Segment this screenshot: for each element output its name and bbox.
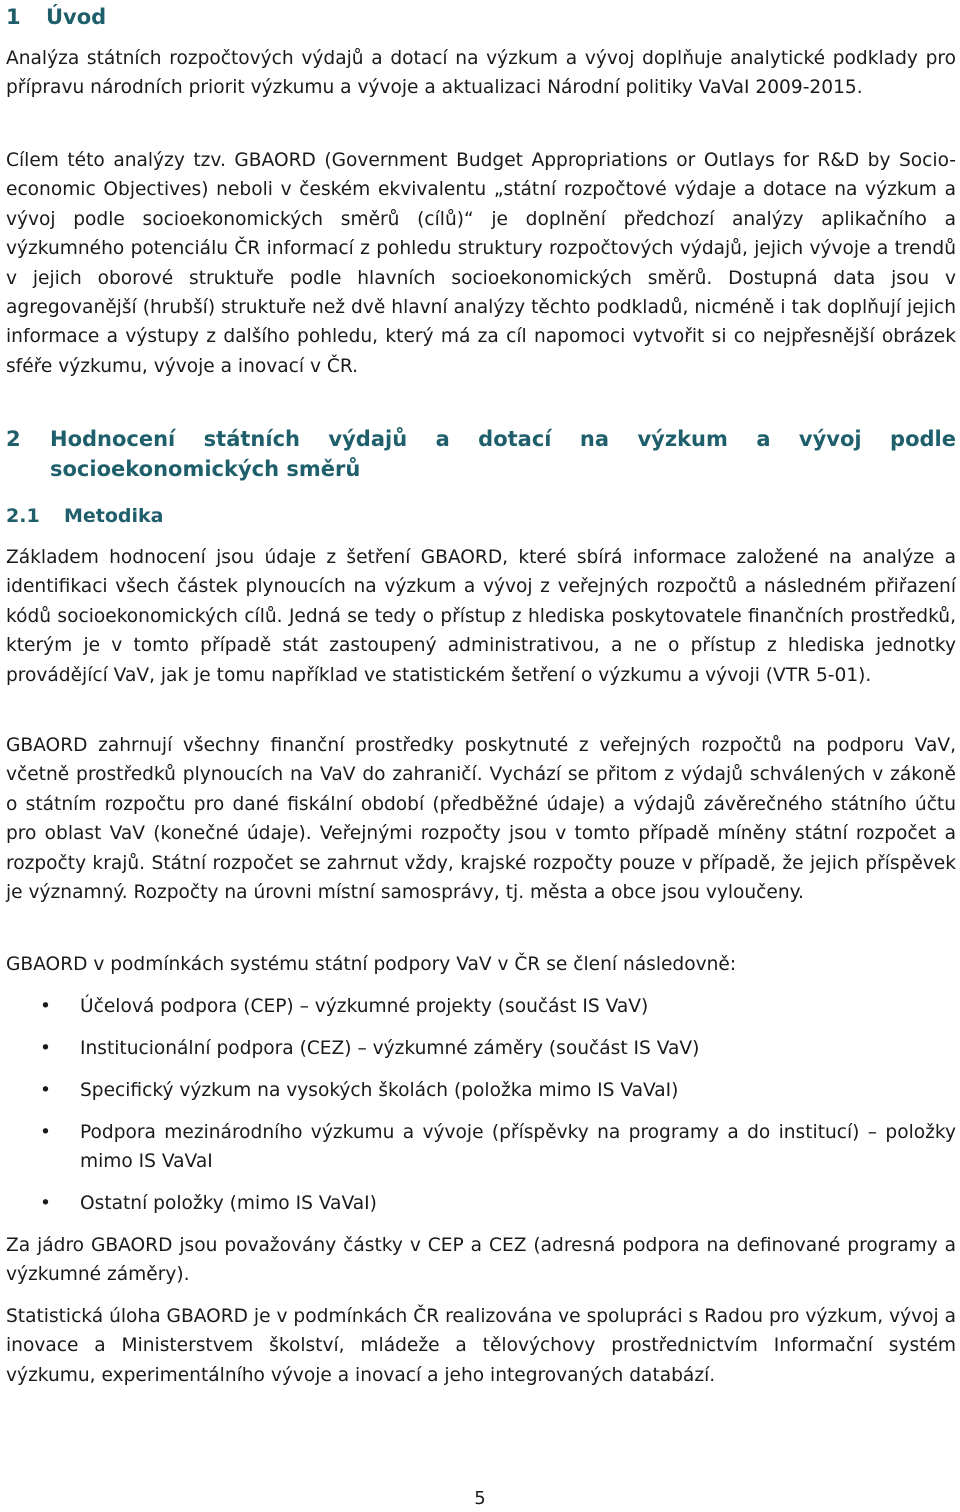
bullet-icon: • [40,1193,51,1214]
paragraph: Základem hodnocení jsou údaje z šetření GBAORD, které sbírá informace založené na analýze a identifikaci všech částek plynoucích na výzkum a vývoj z veřejných rozpočtů a následném přiřazení kódů socioekonomických cílů. Jedná se tedy o přístup z hlediska poskytovatele finančních prostředků, kterým je v tomto případě stát zastoupený administrativou, a ne o přístup z hlediska jednotky provádějící VaV, jak je tomu například ve statistickém šetření o výzkumu a vývoji (VTR 5-01). [6,547,956,686]
list-item-text: Institucionální podpora (CEZ) – výzkumné záměry (součást IS VaV) [80,1038,700,1059]
section-title-line-1: Hodnocení státních výdajů a dotací na výzkum a vývoj podle [50,427,956,451]
section-number: 2 [6,427,21,451]
paragraph: Cílem této analýzy tzv. GBAORD (Government Budget Appropriations or Outlays for R&D by Socio-economic Objectives) neboli v českém ekvivalentu „státní rozpočtové výdaje a dotace na výzkum a vývoj podle socioekonomických směrů (cílů)“ je doplnění předchozí analýzy aplikačního a výzkumného potenciálu ČR informací z pohledu struktury rozpočtových výdajů, jejich vývoje a trendů v jejich oborové struktuře podle hlavních socioekonomických směrů. Dostupná data jsou v agregovanější (hrubší) struktuře než dvě hlavní analýzy těchto podkladů, nicméně i tak doplňují jejich informace a výstupy z dalšího pohledu, který má za cíl napomoci vytvořit si co nejpřesnější obrázek sféře výzkumu, vývoje a inovací v ČR. [6,150,956,377]
list-item-text: Ostatní položky (mimo IS VaVaI) [80,1193,377,1214]
list-item [6,1076,956,1105]
list-item-text: Účelová podpora (CEP) – výzkumné projekty (součást IS VaV) [80,996,649,1017]
paragraph: Za jádro GBAORD jsou považovány částky v CEP a CEZ (adresná podpora na definované programy a výzkumné záměry). [6,1235,956,1286]
paragraph: Analýza státních rozpočtových výdajů a dotací na výzkum a vývoj doplňuje analytické podklady pro přípravu národních priorit výzkumu a vývoje a aktualizaci Národní politiky VaVaI 2009-2015. [6,48,956,99]
list-item-text: Specifický výzkum na vysokých školách (položka mimo IS VaVaI) [80,1080,679,1101]
section-number: 1 [6,5,21,29]
page-number: 5 [474,1488,486,1509]
paragraph: GBAORD v podmínkách systému státní podpory VaV v ČR se člení následovně: [6,954,737,975]
bullet-icon: • [40,1080,51,1101]
subsection-heading [6,502,164,530]
section-heading-1 [6,2,106,32]
paragraph: GBAORD zahrnují všechny finanční prostředky poskytnuté z veřejných rozpočtů na podporu VaV, včetně prostředků plynoucích na VaV do zahraničí. Vychází se přitom z výdajů schválených v zákoně o státním rozpočtu pro dané fiskální období (předběžné údaje) a výdajů závěrečného státního účtu pro oblast VaV (konečné údaje). Veřejnými rozpočty jsou v tomto případě míněny státní rozpočet a rozpočty krajů. Státní rozpočet se zahrnut vždy, krajské rozpočty pouze v případě, že jejich příspěvek je významný. Rozpočty na úrovni místní samosprávy, tj. města a obce jsou vyloučeny. [6,735,956,904]
bullet-icon: • [40,1038,51,1059]
section-heading-2 [6,424,956,484]
subsection-number: 2.1 [6,505,40,527]
list-item [6,1118,956,1177]
paragraph: Statistická úloha GBAORD je v podmínkách ČR realizována ve spolupráci s Radou pro výzkum, vývoj a inovace a Ministerstvem školství, mládeže a tělovýchovy prostřednictvím Informační systém výzkumu, experimentálního vývoje a inovací a jeho integrovaných databází. [6,1306,956,1386]
section-title-line-2: socioekonomických směrů [50,457,361,481]
list-item [6,1189,956,1218]
list-item-text: Podpora mezinárodního výzkumu a vývoje (příspěvky na programy a do institucí) – položky mimo IS VaVaI [80,1122,956,1173]
bullet-icon: • [40,996,51,1017]
subsection-title: Metodika [64,505,164,527]
section-title: Úvod [46,5,107,29]
list-item [6,1034,956,1063]
bullet-icon: • [40,1122,51,1143]
list-item [6,992,956,1021]
